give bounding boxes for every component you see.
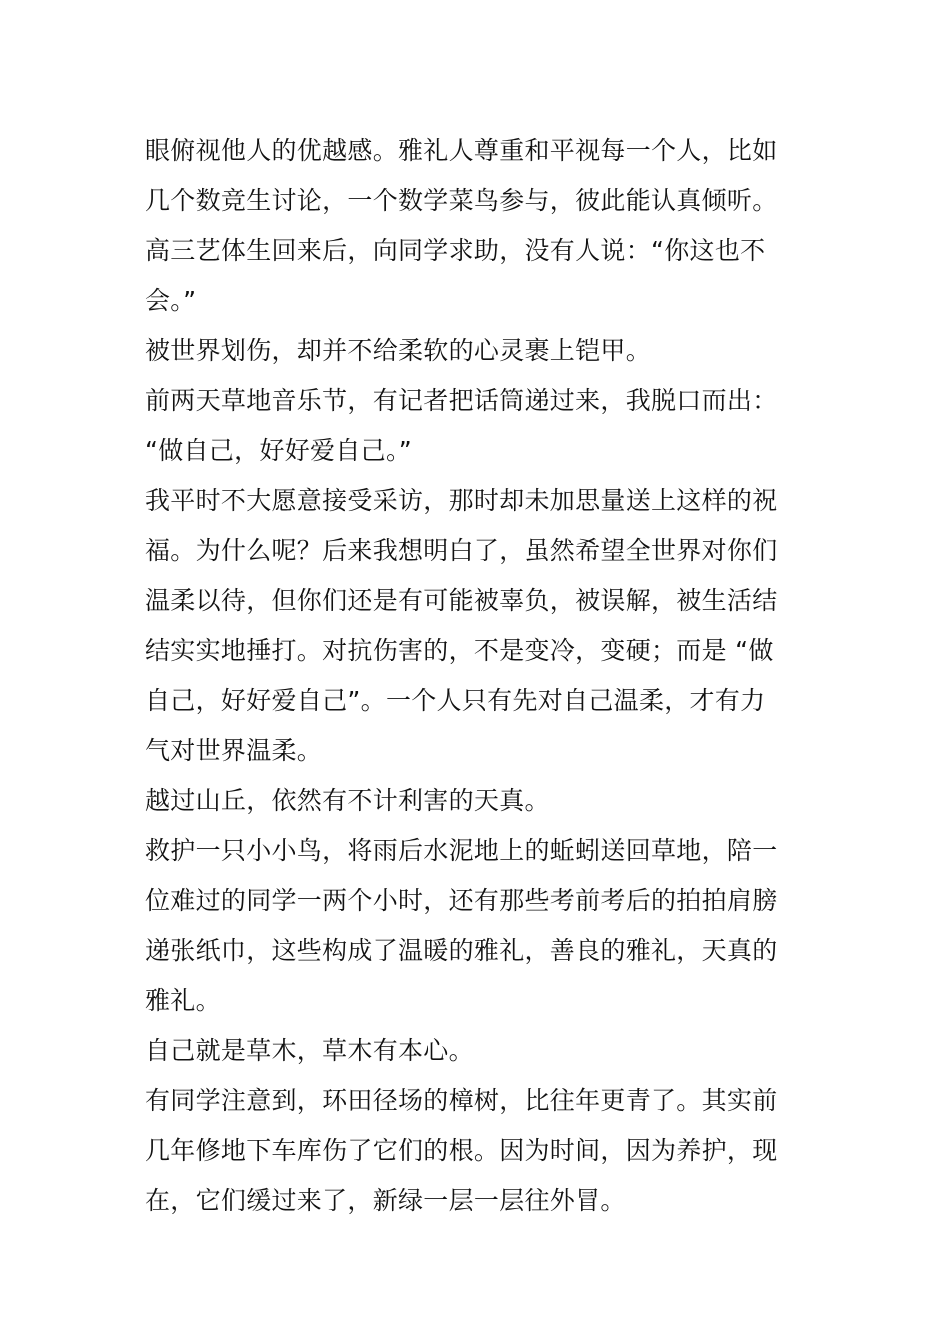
paragraph: [145, 376, 813, 476]
text-line: 递张纸巾，这些构成了温暖的雅礼，善良的雅礼，天真的: [145, 936, 778, 965]
paragraph: [145, 776, 813, 826]
paragraph: [145, 1076, 813, 1226]
text-line: 几年修地下车库伤了它们的根。因为时间，因为养护，现: [145, 1136, 778, 1165]
text-line: 会。”: [145, 286, 197, 315]
text-line: 温柔以待，但你们还是有可能被辜负，被误解，被生活结: [145, 586, 778, 615]
text-line: 眼俯视他人的优越感。雅礼人尊重和平视每一个人，比如: [145, 136, 778, 165]
text-line: 我平时不大愿意接受采访，那时却未加思量送上这样的祝: [145, 486, 778, 515]
text-line: 前两天草地音乐节，有记者把话筒递过来，我脱口而出：: [145, 386, 778, 415]
text-line: “做自己，好好爱自己。”: [145, 436, 413, 465]
text-line: 自己就是草木，草木有本心。: [145, 1036, 474, 1065]
text-line: 位难过的同学一两个小时，还有那些考前考后的拍拍肩膀: [145, 886, 778, 915]
paragraph: [145, 126, 813, 326]
paragraph: [145, 476, 813, 776]
text-line: 有同学注意到，环田径场的樟树，比往年更青了。其实前: [145, 1086, 778, 1115]
text-line: 越过山丘，依然有不计利害的天真。: [145, 786, 550, 815]
text-line: 救护一只小小鸟，将雨后水泥地上的蚯蚓送回草地，陪一: [145, 836, 778, 865]
text-line: 在，它们缓过来了，新绿一层一层往外冒。: [145, 1186, 626, 1215]
document-body: [145, 126, 813, 1226]
text-line: 雅礼。: [145, 986, 221, 1015]
paragraph: [145, 1026, 813, 1076]
text-line: 几个数竞生讨论，一个数学菜鸟参与，彼此能认真倾听。: [145, 186, 778, 215]
text-line: 气对世界温柔。: [145, 736, 323, 765]
text-line: 福。为什么呢？后来我想明白了，虽然希望全世界对你们: [145, 536, 778, 565]
text-line: 高三艺体生回来后，向同学求助，没有人说：“你这也不: [145, 236, 766, 265]
paragraph: [145, 326, 813, 376]
text-line: 被世界划伤，却并不给柔软的心灵裹上铠甲。: [145, 336, 652, 365]
text-line: 结实实地捶打。对抗伤害的，不是变冷，变硬；而是 “做: [145, 636, 774, 665]
paragraph: [145, 826, 813, 1026]
text-line: 自己，好好爱自己”。一个人只有先对自己温柔，才有力: [145, 686, 766, 715]
